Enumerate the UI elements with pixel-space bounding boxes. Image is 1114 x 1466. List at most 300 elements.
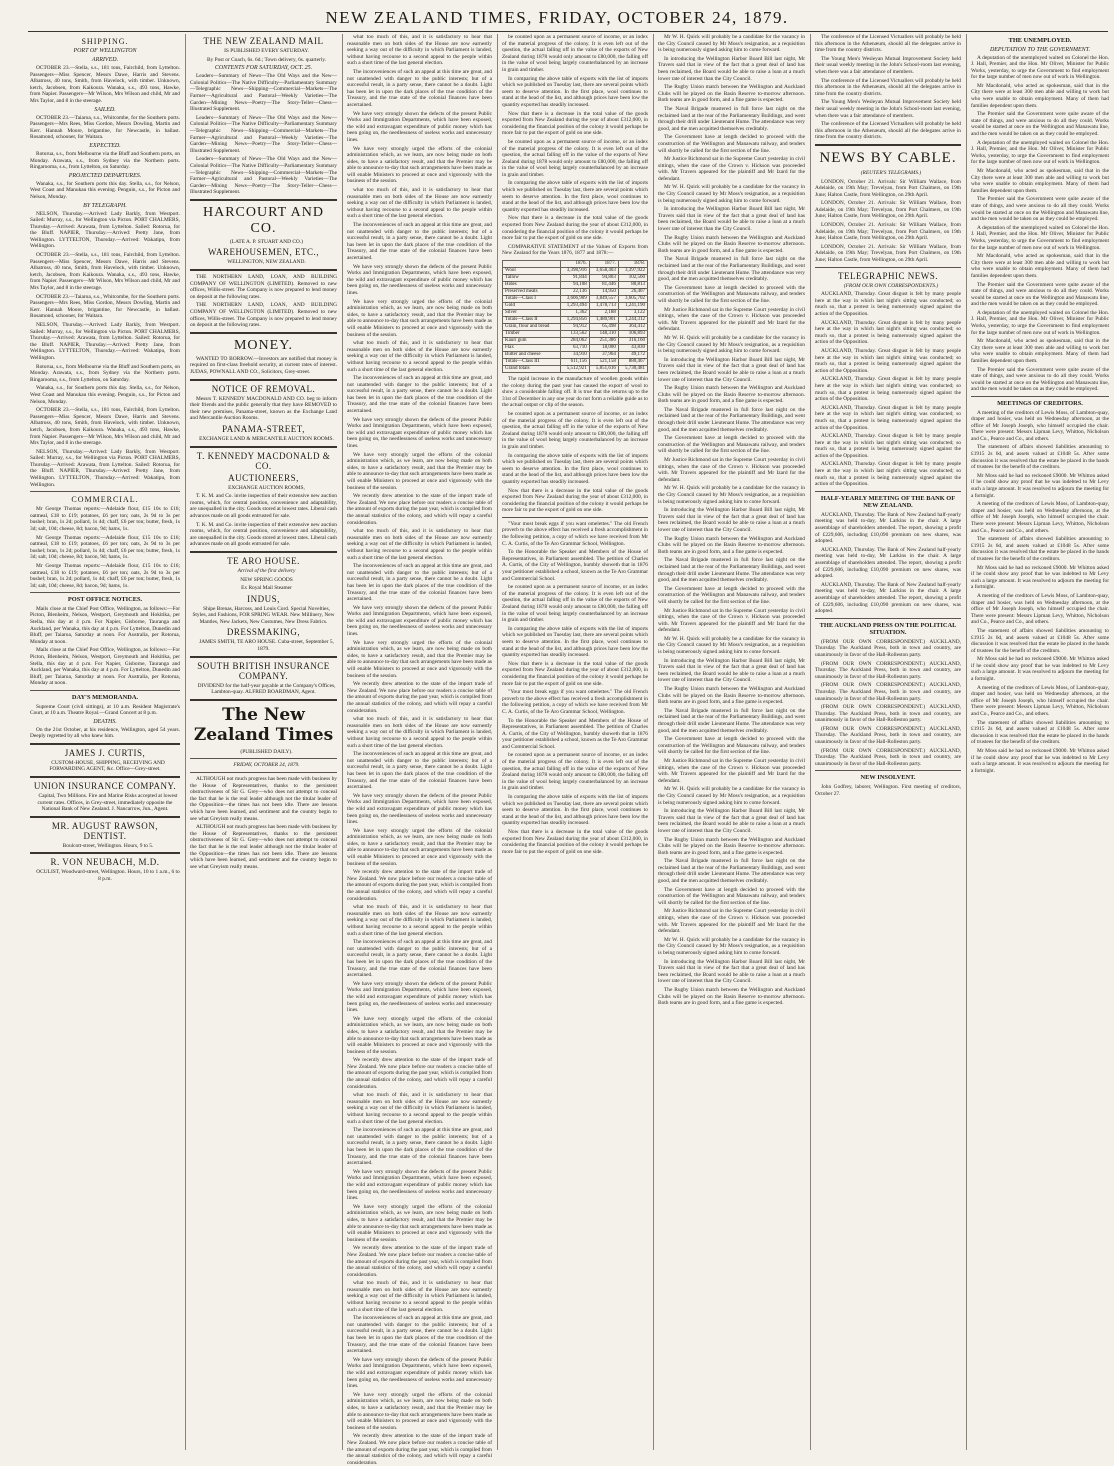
article-paragraph: what too much of this, and it is satisfactory to hear that reasonable men on both sides of the House are now earnestly seeking a way out of the difficulty in which Parliament is landed, without having recourse to a second appeal to the people within such a short time of the last general election. [347, 528, 492, 561]
projected-heading: PROJECTED DEPARTURES. [68, 172, 142, 179]
news-paragraph: Mr W. H. Quick will probably be a candidate for the vacancy in the City Council caused by Mr Moss's resignation, as a requisition is being numerously signed asking him to come forward. [658, 786, 805, 806]
harcourt-ad-sub: (LATE A. P. STUART AND CO.) [230, 238, 303, 245]
article-paragraph: We have very strongly urged the efforts of the colonial administration which, as we learn, are now being made on both sides, to have a satisfactory result, and that the Premier may be able to announce to-day that such arrangements have been made as will enable Ministers to proceed at once and vigorously with the business of the session. [347, 1203, 492, 1243]
exports-row [503, 324, 648, 331]
projected-text: Wanaka, s.s., for Southern ports this day. Stella, s.s., for Nelson, West Coast and Manukau this evening. Penguin, s.s., for Picton and Nelson, Monday. [30, 180, 180, 200]
exports-cell: 316,160 [618, 338, 647, 345]
divider [815, 491, 961, 492]
contents-text: Leaders—Summary of News—The Old Ways and the New—Colonial Politics—The Native Difficulty—Parliamentary Summary—Telegraphic News—Shipping—Commercial—Markets—The Farmer—Agricultural and Pastoral—Weekly Varieties—The Garden—Mining News—Poetry—The Story-Teller—Chess—Illustrated Supplement. [190, 156, 337, 196]
press-text: (FROM OUR OWN CORRESPONDENT.) AUCKLAND, Thursday. The Auckland Press, both in town and country, are unanimously in favor of the Hall-Rolleston party. [815, 638, 961, 658]
news-paragraph: The Naval Brigade mustered in full force last night on the reclaimed land at the rear of the Parliamentary Buildings, and went through their drill under Lieutenant Hume. The attendance was very good, and the men acquitted themselves creditably. [658, 707, 805, 734]
press-text: (FROM OUR OWN CORRESPONDENT.) AUCKLAND, Thursday. The Auckland Press, both in town and country, are unanimously in favor of the Hall-Rolleston party. [815, 747, 961, 767]
unemployed-text: A deputation of the unemployed waited on Colonel the Hon. J. Hall, Premier, and the Hon. Mr Oliver, Minister for Public Works, yesterday, to urge the Government to find employment for the large number of men now out of work in Wellington. [971, 309, 1109, 336]
article-paragraph: The inconveniences of such an appeal at this time are great, and not unattended with danger to the public interests; but of a successful result, in a party sense, there cannot be a doubt. Light has been let in upon the dark places of the true condition of the Treasury, and the true state of the colonial finances have been ascertained. [347, 563, 492, 603]
divider [815, 144, 961, 146]
column-divider [342, 34, 343, 1450]
exports-table [502, 260, 648, 373]
auction-ad-role: AUCTIONEERS, [228, 472, 299, 483]
telegraph-heading: BY TELEGRAPH. [83, 202, 127, 209]
tearo-ad-dress: DRESSMAKING, [226, 627, 301, 638]
unemployed-text: A deputation of the unemployed waited on Colonel the Hon. J. Hall, Premier, and the Hon. Mr Oliver, Minister for Public Works, yesterday, to urge the Government to find employment for the large number of men now out of work in Wellington. [971, 139, 1109, 166]
exports-row [503, 310, 648, 317]
article-paragraph: We have very strongly shown the defects of the present Public Works and Immigration Departments, which have been exposed, the wild and extravagant expenditure of public money which has been going on, the needlessness of useless works and unnecessary lines. [347, 416, 492, 450]
telegraphic-heading: TELEGRAPHIC NEWS. [838, 270, 938, 281]
exports-cell: 43,830 [618, 345, 647, 352]
paper-title: The New Zealand Times [193, 704, 334, 745]
news-paragraph: The conference of the Licensed Victuallers will probably be held this afternoon in the Athenæum, should all the delegates arrive in time from the country districts. [815, 77, 961, 97]
article-paragraph: We recently drew attention to the state of the import trade of New Zealand. We now place before our readers a concise table of the amount of exports during the past year, which is compiled from the annual statistics of the colony, and which will repay a careful consideration. [347, 869, 492, 902]
masthead [0, 6, 1114, 30]
news-paragraph: The Naval Brigade mustered in full force last night on the reclaimed land at the rear of the Parliamentary Buildings, and went through their drill under Lieutenant Hume. The attendance was very good, and the men acquitted themselves creditably. [658, 256, 805, 283]
news-paragraph: Mr Justice Richmond sat in the Supreme Court yesterday in civil sittings, when the case of the Crown v. Hickson was proceeded with. Mr Travers appeared for the plaintiff and Mr Izard for the defendant. [658, 908, 805, 935]
exports-cell: 133,562 [560, 331, 589, 338]
commercial-text: Mr George Thomas reports:—Adelaide flour, £15 10s to £16; oatmeal, £18 to £19; potatoes, £6 per ton; oats, 2s 9d to 3s per bushel; bran, 1s 2d; pollard, 1s 4d; chaff, £6 per ton; butter, fresh, 1s 3d; salt, 10d; cheese, 8d; bacon, 9d; hams, 1s. [30, 506, 180, 533]
news-paragraph: Mr W. H. Quick will probably be a candidate for the vacancy in the City Council caused by Mr Moss's resignation, as a requisition is being numerously signed asking him to come forward. [658, 485, 805, 505]
divider [190, 699, 337, 701]
exports-cell: 880,467 [618, 359, 647, 366]
loan-ad-text: THE NORTHERN LAND, LOAN, AND BUILDING COMPANY OF WELLINGTON (LIMITED). Removed to new offices, Willis-street. The Company is now prepared to lend money on deposit at the following rates. [190, 274, 337, 300]
article-paragraph: In comparing the above table of exports with the list of imports which we published on Tuesday last, there are several points which seem to deserve attention. In the first place, wool continues to stand at the head of the list, and although prices have been low the quantity exported has steadily increased. [502, 625, 648, 659]
exports-cell: Tallow [503, 275, 561, 282]
exports-cell: 63,710 [560, 345, 589, 352]
divider [190, 332, 337, 334]
tearo-ad-ship: Ex Royal Mail Steamer [241, 585, 292, 592]
column-divider [653, 34, 654, 1450]
exports-cell: 18,000 [589, 345, 618, 352]
postoffice-text: Mails close at the Chief Post Office, Wellington, as follows:—For Picton, Blenheim, Nelson, Westport, Greymouth and Hokitika, per Stella, this day at 4 p.m. For Napier, Gisborne, Tauranga and Auckland, per Wanaka, this day at 4 p.m. For Lyttelton, Dunedin and Bluff, per Taiaroa, Saturday at noon. For Australia, per Rotorua, Monday at noon. [30, 605, 180, 645]
bank-meeting-text: AUCKLAND, Thursday. The Bank of New Zealand half-yearly meeting was held to-day, Mr Larkins in the chair. A large assemblage of shareholders attended. The report, showing a profit of £229,606, including £10,090 premium on new shares, was adopted. [815, 511, 961, 545]
article-paragraph: We have very strongly urged the efforts of the colonial administration which, as we learn, are now being made on both sides, to have a satisfactory result, and that the Premier may be able to announce to-day that such arrangements have been made as will enable Ministers to proceed at once and vigorously with the business of the session. [347, 451, 492, 491]
article-paragraph: "Your most break eggs if you want omelettes." The old French proverb to the above effect has received a fresh accomplishment in the following petition, a copy of which we have received from Mr C. A. Curtis, of the Te Aro Grammar School, Wellington. [502, 520, 648, 547]
exports-cell: Grain, flour and bread [503, 324, 561, 331]
telegraph-text: NELSON, Thursday.—Arrived: Lady Barkly, from Westport. Sailed: Murray, s.s., for Wellington via Picton. PORT CHALMERS, Thursday.—Arrived: Arawata, from Lyttelton. Sailed: Rotorua, for the Bluff. NAPIER, Thursday.—Arrived: Pretty Jane, from Wellington. LYTTELTON, Thursday.—Arrived: Wakatipu, from Wellington. [30, 210, 180, 250]
creditors-text: A meeting of the creditors of Lewis Moss, of Lambton-quay, draper and hosier, was held on Wednesday afternoon, at the office of Mr Joseph Joseph, who himself occupied the chair. There were present: Messrs Lipman Levy, Whitton, Nicholson and Co., Pearce and Co., and others. [971, 684, 1109, 718]
news-paragraph: The Government have at length decided to proceed with the construction of the Wellington and Manawatu railway, and tenders will shortly be called for the first section of the line. [658, 284, 805, 304]
news-paragraph: Mr Justice Richmond sat in the Supreme Court yesterday in civil sittings, when the case of the Crown v. Hickson was proceeded with. Mr Travers appeared for the plaintiff and Mr Izard for the defendant. [658, 306, 805, 333]
exports-cell: 251,386 [589, 338, 618, 345]
news-paragraph: Mr Justice Richmond sat in the Supreme Court yesterday in civil sittings, when the case of the Crown v. Hickson was proceeded with. Mr Travers appeared for the plaintiff and Mr Izard for the defendant. [658, 457, 805, 483]
column-divider [185, 34, 186, 1450]
divider [30, 592, 180, 593]
sailed-heading: SAILED. [94, 106, 116, 113]
exports-cell: Kauri gum [503, 338, 561, 345]
postoffice-heading: POST OFFICE NOTICES. [67, 596, 143, 604]
creditors-text: The statement of affairs showed liabilities amounting to £1915 2s 6d, and assets valued at £1048 5s. After some discussion it was resolved that the estate be placed in the hands of trustees for the benefit of the creditors. [971, 719, 1109, 746]
auction-ad-text: T. K. M. and Co. invite inspection of their extensive new auction rooms, which, for central position, convenience and adaptability, are unequalled in the city. Goods stored at lowest rates. Liberal cash advances made on all goods entrusted for sale. [190, 521, 337, 548]
bank-meeting-text: AUCKLAND, Thursday. The Bank of New Zealand half-yearly meeting was held to-day, Mr Larkins in the chair. A large assemblage of shareholders attended. The report, showing a profit of £229,606, including £10,090 premium on new shares, was adopted. [815, 581, 961, 615]
tearo-ad-indus: INDUS, [247, 593, 280, 604]
doctor-ad-text: OCULIST, Woodward-street, Wellington. Hours, 10 to 1 a.m., 6 to 8 p.m. [36, 869, 180, 883]
article-paragraph: We have very strongly shown the defects of the present Public Works and Immigration Departments, which have been exposed, the wild and extravagant expenditure of public money which has been going on, the needlessness of useless works and unnecessary lines. [347, 792, 492, 826]
article-paragraph: Now that there is a decrease in the total value of the goods exported from New Zealand during the year of about £312,000, in considering the financial position of the colony it would perhaps be more fair to put the export of gold on one side. [502, 215, 648, 242]
telegraphic-subheading: (FROM OUR OWN CORRESPONDENTS.) [843, 282, 939, 289]
telegraph-text: Wanaka, s.s., for Southern ports this day. Stella, s.s., for Nelson, West Coast and Manukau this evening. Penguin, s.s., for Picton and Nelson, Monday. [30, 385, 180, 405]
removal-ad-rooms: EXCHANGE LAND & MERCANTILE AUCTION ROOMS. [199, 435, 334, 442]
cable-text: LONDON, October 21. Arrivals: Sir William Wallace, from Adelaide, on 19th May; Trevelyan, from Port Chalmers, on 19th June; Halton Castle, from Wellington, on 29th April. [815, 200, 961, 220]
telegraphic-text: AUCKLAND, Thursday. Great disgust is felt by many people here at the way in which last night's sitting was conducted; so much so, that a protest is being numerously signed against the action of the Opposition. [815, 404, 961, 431]
unemployed-text: Mr Macdonald, who acted as spokesman, said that in the City there were at least 300 men able and willing to work but who were unable to obtain employment. Many of them had families dependent upon them. [971, 253, 1109, 279]
exports-cell: 3,122 [618, 310, 647, 317]
creditors-text: The statement of affairs showed liabilities amounting to £1915 2s 6d, and assets valued at £1048 5s. After some discussion it was resolved that the estate be placed in the hands of trustees for the benefit of the creditors. [971, 627, 1109, 654]
creditors-text: Mr Moss said he had no reckoned £9000. Mr Whitton asked if he could show any proof that he was indebted to Mr Levy such a large amount. It was resolved to adjourn the meeting for a fortnight. [971, 656, 1109, 683]
news-paragraph: The Rugby Union match between the Wellington and Auckland Clubs will be played on the Basin Reserve to-morrow afternoon. Both teams are in good form, and a fine game is expected. [658, 836, 805, 856]
exports-cell: 94,108 [560, 282, 589, 289]
masthead-rule [28, 31, 1108, 32]
column-4 [502, 34, 648, 1450]
article-paragraph: We recently drew attention to the state of the import trade of New Zealand. We now place before our readers a concise table of the amount of exports during the past year, which is compiled from the annual statistics of the colony, and which will repay a careful consideration. [347, 681, 492, 714]
exports-cell: 611,156 [560, 359, 589, 366]
exports-cell: 2,188 [589, 310, 618, 317]
leader-text: ALTHOUGH not much progress has been made with business by the House of Representatives, thanks to the persistent obstructiveness of Sir G. Grey—who does not attempt to conceal the fact that he is the real leader although not the titular leader of the Opposition—the times has not been idle. There are lessons which have been learned, and sentiment and the country begin to see what Greyism really means. [190, 776, 337, 822]
article-paragraph: We have very strongly shown the defects of the present Public Works and Immigration Departments, which have been exposed, the wild and extravagant expenditure of public money which has been going on, the needlessness of useless works and unnecessary lines. [347, 263, 492, 296]
exports-cell: 49,172 [618, 352, 647, 359]
unemployed-text: The Premier said the Government were quite aware of the state of things, and were anxious to do all they could. Works would be started at once on the Wellington and Manawatu line, and the men would be taken on as they could be employed. [971, 111, 1109, 138]
article-paragraph: We recently drew attention to the state of the import trade of New Zealand. We now place before our readers a concise table of the amount of exports during the past year, which is compiled from the annual statistics of the colony, and which will repay a careful consideration. [347, 1057, 492, 1090]
doctor-ad-name: R. VON NEUBACH, M.D. [50, 857, 160, 868]
article-paragraph: "Your most break eggs if you want omelettes." The old French proverb to the above effect has received a fresh accomplishment in the following petition, a copy of which we have received from Mr C. A. Curtis, of the Te Aro Grammar School, Wellington. [502, 689, 648, 715]
exports-row [503, 359, 648, 366]
harcourt-ad-addr: WELLINGTON, NEW ZEALAND. [227, 259, 306, 266]
article-paragraph: We recently drew attention to the state of the import trade of New Zealand. We now place before our readers a concise table of the amount of exports during the past year, which is compiled from the annual statistics of the colony, and which will repay a careful consideration. [347, 493, 492, 526]
exports-row [503, 345, 648, 352]
exports-header-cell: 1878. [618, 261, 647, 268]
news-paragraph: Mr W. H. Quick will probably be a candidate for the vacancy in the City Council caused by Mr Moss's resignation, as a requisition is being numerously signed asking him to come forward. [658, 936, 805, 956]
arrived-text: OCTOBER 23.—Stella, s.s., 181 tons, Fairchild, from Lyttelton. Passengers—Miss Spencer, Messrs Dawe, Harris and Stevens. Albatross, 40 tons, Smith, from Havelock, with timber. Unknown, ketch, Jacobsen, from Kaikoura. Wanaka, s.s., 493 tons, Hawke, from Napier. Passengers—Mr Wilson, Mrs Wilson and child, Mr and Mrs Taylor, and 8 in the steerage. [30, 65, 180, 104]
article-paragraph: The inconveniences of such an appeal at this time are great, and not unattended with danger to the public interests; but of a successful result, in a party sense, there cannot be a doubt. Light has been let in upon the dark places of the true condition of the Treasury, and the true state of the colonial finances have been ascertained. [347, 751, 492, 791]
article-paragraph: We have very strongly shown the defects of the present Public Works and Immigration Departments, which have been exposed, the wild and extravagant expenditure of public money which has been going on, the needlessness of useless works and unnecessary lines. [347, 604, 492, 638]
divider [190, 446, 337, 448]
news-paragraph: In introducing the Wellington Harbor Board Bill last night, Mr Travers said that in view of the fact that a great deal of land has been reclaimed, the Board would be able to raise a loan at a much lower rate of interest than the City Council. [658, 657, 805, 684]
bank-meeting-heading: HALF-YEARLY MEETING OF THE BANK OF NEW ZEALAND. [820, 494, 956, 510]
divider [190, 269, 337, 271]
article-paragraph: We have very strongly urged the efforts of the colonial administration which, as we learn, are now being made on both sides, to have a satisfactory result, and that the Premier may be able to announce to-day that such arrangements have been made as will enable Ministers to proceed at once and vigorously with the business of the session. [347, 145, 492, 185]
creditors-text: The statement of affairs showed liabilities amounting to £1915 2s 6d, and assets valued at £1048 5s. After some discussion it was resolved that the estate be placed in the hands of trustees for the benefit of the creditors. [971, 536, 1109, 562]
article-paragraph: In comparing the above table of exports with the list of imports which we published on Tuesday last, there are several points which seem to deserve attention. In the first place, wool continues to stand at the head of the list, and although prices have been low the quantity exported has steadily increased. [502, 452, 648, 485]
expected-text: Rotorua, s.s., from Melbourne via the Bluff and Southern ports, on Monday. Arawata, s.s., from Sydney via the Northern ports. Ringarooma, s.s., from Lyttelton, on Saturday. [30, 150, 180, 171]
article-paragraph: To the Honorable the Speaker and Members of the House of Representatives, in Parliament assembled. The petition of Charles A. Curtis, of the City of Wellington, humbly showeth that in 1876 your petitioner established a school, known as the Te Aro Grammar and Commercial School. [502, 549, 648, 582]
removal-ad-title: NOTICE OF REMOVAL. [211, 383, 316, 394]
exports-table-body [503, 268, 648, 373]
expected-heading: EXPECTED. [89, 142, 121, 149]
shipping-heading: SHIPPING. [81, 37, 129, 46]
exports-row [503, 282, 648, 289]
dentist-ad-name: MR. AUGUST RAWSON, DENTIST. [51, 820, 159, 841]
tearo-ad-title: TE ARO HOUSE. [227, 555, 300, 566]
press-text: (FROM OUR OWN CORRESPONDENT.) AUCKLAND, Thursday. The Auckland Press, both in town and country, are unanimously in favor of the Hall-Rolleston party. [815, 725, 961, 746]
exports-cell: Gold [503, 303, 561, 310]
contents-text: Leaders—Summary of News—The Old Ways and the New—Colonial Politics—The Native Difficulty—Parliamentary Summary—Telegraphic News—Shipping—Commercial—Markets—The Farmer—Agricultural and Pastoral—Weekly Varieties—The Garden—Mining News—Poetry—The Story-Teller—Chess—Illustrated Supplement. [190, 114, 337, 154]
creditors-text: A meeting of the creditors of Lewis Moss, of Lambton-quay, draper and hosier, was held on Wednesday afternoon, at the office of Mr Joseph Joseph, who himself occupied the chair. There were present: Messrs Lipman Levy, Whitton, Nicholson and Co., Pearce and Co., and others. [971, 409, 1109, 442]
cable-text: LONDON, October 21. Arrivals: Sir William Wallace, from Adelaide, on 19th May; Trevelyan, from Port Chalmers, on 19th June; Halton Castle, from Wellington, on 29th April. [815, 243, 961, 264]
creditors-text: The statement of affairs showed liabilities amounting to £1915 2s 6d, and assets valued at £1048 5s. After some discussion it was resolved that the estate be placed in the hands of trustees for the benefit of the creditors. [971, 444, 1109, 471]
divider [30, 816, 180, 818]
memoranda-text: Supreme Court (civil sittings), at 10 a.m. Resident Magistrate's Court, at 10 a.m. Theatre Royal.—Grand Concert at 8 p.m. [30, 703, 180, 717]
cable-text: LONDON, October 21. Arrivals: Sir William Wallace, from Adelaide, on 19th May; Trevelyan, from Port Chalmers, on 19th June; Halton Castle, from Wellington, on 29th April. [815, 222, 961, 242]
exports-cell: 14,950 [589, 289, 618, 296]
news-paragraph: The Government have at length decided to proceed with the construction of the Wellington and Manawatu railway, and tenders will shortly be called for the first section of the line. [658, 736, 805, 756]
exports-cell: 22,136 [560, 289, 589, 296]
news-paragraph: In introducing the Wellington Harbor Board Bill last night, Mr Travers said that in view of the fact that a great deal of land has been reclaimed, the Board would be able to raise a loan at a much lower rate of interest than the City Council. [658, 507, 805, 533]
article-paragraph: We have very strongly urged the efforts of the colonial administration which, as we learn, are now being made on both sides, to have a satisfactory result, and that the Premier may be able to announce to-day that such arrangements have been made as will enable Ministers to proceed at once and vigorously with the business of the session. [347, 298, 492, 338]
article-paragraph: be counted upon as a permanent source of income, or an index of the material progress of the colony. It is even left out of the question, the actual falling off in the value of the exports of New Zealand during 1878 would only amount to £80,000, the falling off in the value of wool being largely counterbalanced by an increase in grain and timber. [502, 752, 648, 792]
news-paragraph: The conference of the Licensed Victuallers will probably be held this afternoon in the Athenæum, should all the delegates arrive in time from the country districts. [815, 121, 961, 141]
unemployed-text: Mr Macdonald, who acted as spokesman, said that in the City there were at least 300 men able and willing to work but who were unable to obtain employment. Many of them had families dependent upon them. [971, 82, 1109, 109]
news-paragraph: The Government have at length decided to proceed with the construction of the Wellington and Manawatu railway, and tenders will shortly be called for the first section of the line. [658, 435, 805, 455]
divider [190, 199, 337, 201]
exports-header-cell: 1876. [560, 261, 589, 268]
news-paragraph: The Rugby Union match between the Wellington and Auckland Clubs will be played on the Basin Reserve to-morrow afternoon. Both teams are in good form, and a fine game is expected. [658, 986, 805, 1007]
news-paragraph: Mr Justice Richmond sat in the Supreme Court yesterday in civil sittings, when the case of the Crown v. Hickson was proceeded with. Mr Travers appeared for the plaintiff and Mr Izard for the defendant. [658, 607, 805, 634]
column-divider [497, 34, 498, 1450]
creditors-text: A meeting of the creditors of Lewis Moss, of Lambton-quay, draper and hosier, was held on Wednesday afternoon, at the office of Mr Joseph Joseph, who himself occupied the chair. There were present: Messrs Lipman Levy, Whitton, Nicholson and Co., Pearce and Co., and others. [971, 592, 1109, 626]
divider [190, 772, 337, 773]
exports-row [503, 268, 648, 275]
divider [30, 491, 180, 492]
creditors-text: A meeting of the creditors of Lewis Moss, of Lambton-quay, draper and hosier, was held on Wednesday afternoon, at the office of Mr Joseph Joseph, who himself occupied the chair. There were present: Messrs Lipman Levy, Whitton, Nicholson and Co., Pearce and Co., and others. [971, 501, 1109, 534]
divider [190, 551, 337, 553]
article-paragraph: be counted upon as a permanent source of income, or an index of the material progress of the colony. It is even left out of the question, the actual falling off in the value of the exports of New Zealand during 1878 would only amount to £80,000, the falling off in the value of wool being largely counterbalanced by an increase in grain and timber. [502, 138, 648, 178]
exports-cell: 80,813 [618, 282, 647, 289]
press-text: (FROM OUR OWN CORRESPONDENT.) AUCKLAND, Thursday. The Auckland Press, both in town and country, are unanimously in favor of the Hall-Rolleston party. [815, 704, 961, 724]
exports-header-cell [503, 261, 561, 268]
harcourt-ad-name: HARCOURT AND CO. [203, 204, 324, 236]
loan-ad-text: THE NORTHERN LAND, LOAN, AND BUILDING COMPANY OF WELLINGTON (LIMITED). Removed to new offices, Willis-street. The Company is now prepared to lend money on deposit at the following rates. [190, 302, 337, 329]
news-paragraph: Mr Justice Richmond sat in the Supreme Court yesterday in civil sittings, when the case of the Crown v. Hickson was proceeded with. Mr Travers appeared for the plaintiff and Mr Izard for the defendant. [658, 757, 805, 784]
tearo-ad-list: Shipe Brenas, Harcoss, and Louis Cord. Special Novelties, Styles, and Fashions, FOR SPRING WEAR. New Millinery, New Mantles, New Jackets, New Costumes, New Dress Fabrics. [192, 605, 335, 625]
commercial-text: Mr George Thomas reports:—Adelaide flour, £15 10s to £16; oatmeal, £18 to £19; potatoes, £6 per ton; oats, 2s 9d to 3s per bushel; bran, 1s 2d; pollard, 1s 4d; chaff, £6 per ton; butter, fresh, 1s 3d; salt, 10d; cheese, 8d; bacon, 9d; hams, 1s. [30, 563, 180, 589]
news-paragraph: In introducing the Wellington Harbor Board Bill last night, Mr Travers said that in view of the fact that a great deal of land has been reclaimed, the Board would be able to raise a loan at a much lower rate of interest than the City Council. [658, 356, 805, 383]
tearo-ad-arrival: Arrival of the first delivery [237, 567, 296, 574]
auction-ad-text: T. K. M. and Co. invite inspection of their extensive new auction rooms, which, for central position, convenience and adaptability, are unequalled in the city. Goods stored at lowest rates. Liberal cash advances made on all goods entrusted for sale. [190, 493, 337, 519]
news-paragraph: The Naval Brigade mustered in full force last night on the reclaimed land at the rear of the Parliamentary Buildings, and went through their drill under Lieutenant Hume. The attendance was very good, and the men acquitted themselves creditably. [658, 858, 805, 885]
exports-row [503, 289, 648, 296]
article-paragraph: be counted upon as a permanent source of income, or an index of the material progress of the colony. It is even left out of the question, the actual falling off in the value of the exports of New Zealand during 1878 would only amount to £80,000, the falling off in the value of wool being largely counterbalanced by an increase in grain and timber. [502, 410, 648, 450]
divider [190, 379, 337, 381]
exports-cell: 3,849,557 [589, 296, 618, 303]
exports-cell: Timber [503, 331, 561, 338]
unemployed-heading: THE UNEMPLOYED. [1008, 37, 1072, 44]
arrived-heading: ARRIVED. [91, 57, 119, 63]
exports-cell: 102,560 [618, 275, 647, 282]
news-paragraph: Mr W. H. Quick will probably be a candidate for the vacancy in the City Council caused by Mr Moss's resignation, as a requisition is being numerously signed asking him to come forward. [658, 184, 805, 204]
article-paragraph: In comparing the above table of exports with the list of imports which we published on Tuesday last, there are several points which seem to deserve attention. In the first place, wool continues to stand at the head of the list, and although prices have been low the quantity exported has steadily increased. [502, 75, 648, 108]
divider [30, 852, 180, 854]
divider [502, 517, 648, 518]
article-paragraph: In comparing the above table of exports with the list of imports which we published on Tuesday last, there are several points which seem to deserve attention. In the first place, wool continues to stand at the head of the list, and although prices have been low the quantity exported has steadily increased. [502, 794, 648, 827]
press-text: (FROM OUR OWN CORRESPONDENT.) AUCKLAND, Thursday. The Auckland Press, both in town and country, are unanimously in favor of the Hall-Rolleston party. [815, 660, 961, 680]
insolvent-heading: NEW INSOLVENT. [860, 774, 916, 782]
article-paragraph: Now that there is a decrease in the total value of the goods exported from New Zealand during the year of about £312,000, in considering the financial position of the colony it would perhaps be more fair to put the export of gold on one side. [502, 110, 648, 137]
divider [815, 618, 961, 619]
commercial-heading: COMMERCIAL. [71, 495, 139, 505]
article-paragraph: We have very strongly shown the defects of the present Public Works and Immigration Departments, which have been exposed, the wild and extravagant expenditure of public money which has been going on, the needlessness of useless works and unnecessary lines. [347, 1168, 492, 1202]
article-paragraph: The inconveniences of such an appeal at this time are great, and not unattended with danger to the public interests; but of a successful result, in a party sense, there cannot be a doubt. Light has been let in upon the dark places of the true condition of the Treasury, and the true state of the colonial finances have been ascertained. [347, 222, 492, 261]
exports-cell: 1,244,312 [618, 317, 647, 324]
article-paragraph: what too much of this, and it is satisfactory to hear that reasonable men on both sides of the House are now earnestly seeking a way out of the difficulty in which Parliament is landed, without having recourse to a second appeal to the people within such a short time of the last general election. [347, 1280, 492, 1313]
exports-cell: 3,397,922 [618, 268, 647, 275]
news-paragraph: The Naval Brigade mustered in full force last night on the reclaimed land at the rear of the Parliamentary Buildings, and went through their drill under Lieutenant Hume. The attendance was very good, and the men acquitted themselves creditably. [658, 105, 805, 132]
divider [815, 770, 961, 771]
exports-cell: 106,893 [618, 331, 647, 338]
postoffice-text: Mails close at the Chief Post Office, Wellington, as follows:—For Picton, Blenheim, Nelson, Westport, Greymouth and Hokitika, per Stella, this day at 4 p.m. For Napier, Gisborne, Tauranga and Auckland, per Wanaka, this day at 4 p.m. For Lyttelton, Dunedin and Bluff, per Taiaroa, Saturday at noon. For Australia, per Rotorua, Monday at noon. [30, 647, 180, 687]
exports-cell: Totals—Class III [503, 359, 561, 366]
creditors-text: Mr Moss said he had no reckoned £9000. Mr Whitton asked if he could show any proof that he was indebted to Mr Levy such a large amount. It was resolved to adjourn the meeting for a fortnight. [971, 564, 1109, 591]
article-paragraph: To the Honorable the Speaker and Members of the House of Representatives, in Parliament assembled. The petition of Charles A. Curtis, of the City of Wellington, humbly showeth that in 1876 your petitioner established a school, known as the Te Aro Grammar and Commercial School. [502, 717, 648, 750]
exports-caption: COMPARATIVE STATEMENT of the Values of Exports from New Zealand for the Years 1876, 1877 and 1878:— [502, 243, 648, 257]
press-text: (FROM OUR OWN CORRESPONDENT.) AUCKLAND, Thursday. The Auckland Press, both in town and country, are unanimously in favor of the Hall-Rolleston party. [815, 682, 961, 702]
article-paragraph: We have very strongly urged the efforts of the colonial administration which, as we learn, are now being made on both sides, to have a satisfactory result, and that the Premier may be able to announce to-day that such arrangements have been made as will enable Ministers to proceed at once and vigorously with the business of the session. [347, 1391, 492, 1431]
exports-row [503, 366, 648, 373]
column-7 [971, 34, 1109, 1450]
leader-text: ALTHOUGH not much progress has been made with business by the House of Representatives, thanks to the persistent obstructiveness of Sir G. Grey—who does not attempt to conceal the fact that he is the real leader although not the titular leader of the Opposition—the times has not been idle. There are lessons which have been learned, and sentiment and the country begin to see what Greyism really means. [190, 824, 337, 870]
exports-cell: 3,605,702 [618, 296, 647, 303]
exports-header-cell: 1877. [589, 261, 618, 268]
divider [971, 396, 1109, 397]
exports-cell: Flax [503, 345, 561, 352]
memoranda-heading: DAY'S MEMORANDA. [71, 694, 139, 701]
sbi-ad-title: SOUTH BRITISH INSURANCE COMPANY. [197, 660, 330, 681]
news-paragraph: The Naval Brigade mustered in full force last night on the reclaimed land at the rear of the Parliamentary Buildings, and went through their drill under Lieutenant Hume. The attendance was very good, and the men acquitted themselves creditably. [658, 406, 805, 433]
exports-cell: 1,480,901 [589, 317, 618, 324]
article-paragraph: We have very strongly shown the defects of the present Public Works and Immigration Departments, which have been exposed, the wild and extravagant expenditure of public money which has been going on, the needlessness of useless works and unnecessary lines. [347, 110, 492, 143]
exports-cell: 5,730,481 [618, 366, 647, 373]
unemployed-text: A deputation of the unemployed waited on Colonel the Hon. J. Hall, Premier, and the Hon. Mr Oliver, Minister for Public Works, yesterday, to urge the Government to find employment for the large number of men now out of work in Wellington. [971, 224, 1109, 251]
news-paragraph: The Government have at length decided to proceed with the construction of the Wellington and Manawatu railway, and tenders will shortly be called for the first section of the line. [658, 134, 805, 154]
exports-after-text: The rapid increase in the manufacture of woollen goods within the colony during the past year has caused the export of wool to show a considerable falling off. It is true that the returns up to the 31st of December in any one year do not form a reliable guide as to the actual output or clip of the season. [502, 376, 648, 409]
article-paragraph: We have very strongly shown the defects of the present Public Works and Immigration Departments, which have been exposed, the wild and extravagant expenditure of public money which has been going on, the needlessness of useless works and unnecessary lines. [347, 1356, 492, 1390]
curtis-ad-text: CUSTOM-HOUSE, SHIPPING, RECEIVING AND FORWARDING AGENT, &c. Office—Grey-street. [49, 759, 165, 773]
article-paragraph: The inconveniences of such an appeal at this time are great, and not unattended with danger to the public interests; but of a successful result, in a party sense, there cannot be a doubt. Light has been let in upon the dark places of the true condition of the Treasury, and the true state of the colonial finances have been ascertained. [347, 1127, 492, 1167]
exports-cell: 148,310 [589, 331, 618, 338]
exports-cell: Preserved meats [503, 289, 561, 296]
news-paragraph: In introducing the Wellington Harbor Board Bill last night, Mr Travers said that in view of the fact that a great deal of land has been reclaimed, the Board would be able to raise a loan at a much lower rate of interest than the City Council. [658, 206, 805, 233]
article-paragraph: We have very strongly urged the efforts of the colonial administration which, as we learn, are now being made on both sides, to have a satisfactory result, and that the Premier may be able to announce to-day that such arrangements have been made as will enable Ministers to proceed at once and vigorously with the business of the session. [347, 1015, 492, 1055]
union-ad-text: Capital, Two Millions. Fire and Marine Risks accepted at lowest current rates. Offices, in Grey-street, immediately opposite the National Bank of New Zealand. J. Nancarrow, Jun., Agent. [37, 793, 178, 813]
masthead-title: NEW ZEALAND TIMES, FRIDAY, OCTOBER 24, 1879. [325, 8, 789, 27]
exports-table-head [503, 261, 648, 268]
news-paragraph: In introducing the Wellington Harbor Board Bill last night, Mr Travers said that in view of the fact that a great deal of land has been reclaimed, the Board would be able to raise a loan at a much lower rate of interest than the City Council. [658, 808, 805, 834]
column-1 [30, 34, 180, 1450]
cable-subheading: (REUTER'S TELEGRAMS.) [860, 169, 922, 176]
divider [30, 743, 180, 745]
unemployed-text: Mr Macdonald, who acted as spokesman, said that in the City there were at least 300 men able and willing to work but who were unable to obtain employment. Many of them had families dependent upon them. [971, 168, 1109, 194]
auction-ad-name: T. KENNEDY MACDONALD & CO. [196, 450, 331, 471]
news-paragraph: In introducing the Wellington Harbor Board Bill last night, Mr Travers said that in view of the fact that a great deal of land has been reclaimed, the Board would be able to raise a loan at a much lower rate of interest than the City Council. [658, 958, 805, 985]
telegraph-text: OCTOBER 23.—Stella, s.s., 181 tons, Fairchild, from Lyttelton. Passengers—Miss Spencer, Messrs Dawe, Harris and Stevens. Albatross, 40 tons, Smith, from Havelock, with timber. Unknown, ketch, Jacobsen, from Kaikoura. Wanaka, s.s., 493 tons, Hawke, from Napier. Passengers—Mr Wilson, Mrs Wilson and child, Mr and Mrs Taylor, and 8 in the steerage. [30, 407, 180, 447]
exports-cell: 94,912 [560, 324, 589, 331]
article-paragraph: The inconveniences of such an appeal at this time are great, and not unattended with danger to the public interests; but of a successful result, in a party sense, there cannot be a doubt. Light has been let in upon the dark places of the true condition of the Treasury, and the true state of the colonial finances have been ascertained. [347, 1315, 492, 1355]
telegraphic-text: AUCKLAND, Thursday. Great disgust is felt by many people here at the way in which last night's sitting was conducted; so much so, that a protest is being numerously signed against the action of the Opposition. [815, 461, 961, 488]
exports-cell: 26,407 [618, 289, 647, 296]
sailed-text: OCTOBER 23.—Taiaroa, s.s., Whitcombe, for the Southern ports. Passengers—Mrs Rees, Miss Gordon, Messrs Dowling, Martin and Kerr. Hannah Moore, brigantine, for Newcastle, in ballast. Rosamond, schooner, for Waitara. [30, 114, 180, 141]
exports-cell: 65,498 [589, 324, 618, 331]
news-paragraph: The Young Men's Wesleyan Mutual Improvement Society held their usual weekly meeting in the John's School-room last evening, when there was a fair attendance of members. [815, 55, 961, 75]
exports-cell: 1,478,713 [589, 303, 618, 310]
column-2 [190, 34, 337, 1450]
divider [30, 690, 180, 691]
exports-cell: 1,362 [560, 310, 589, 317]
article-paragraph: In comparing the above table of exports with the list of imports which we published on Tuesday last, there are several points which seem to deserve attention. In the first place, wool continues to stand at the head of the list, and although prices have been low the quantity exported has steadily increased. [502, 180, 648, 213]
telegraphic-text: AUCKLAND, Thursday. Great disgust is felt by many people here at the way in which last night's sitting was conducted; so much so, that a protest is being numerously signed against the action of the Opposition. [815, 433, 961, 459]
tearo-ad-goods: NEW SPRING GOODS [240, 576, 293, 583]
telegraphic-text: AUCKLAND, Thursday. Great disgust is felt by many people here at the way in which last night's sitting was conducted; so much so, that a protest is being numerously signed against the action of the Opposition. [815, 376, 961, 403]
article-paragraph: what too much of this, and it is satisfactory to hear that reasonable men on both sides of the House are now earnestly seeking a way out of the difficulty in which Parliament is landed, without having recourse to a second appeal to the people within such a short time of the last general election. [347, 187, 492, 220]
column-6 [815, 34, 961, 1450]
article-paragraph: be counted upon as a permanent source of income, or an index of the material progress of the colony. It is even left out of the question, the actual falling off in the value of the exports of New Zealand during 1878 would only amount to £80,000, the falling off in the value of wool being largely counterbalanced by an increase in grain and timber. [502, 584, 648, 624]
press-heading: THE AUCKLAND PRESS ON THE POLITICAL SITUATION. [819, 621, 957, 637]
exports-cell: 1,294,856 [560, 317, 589, 324]
article-paragraph: what too much of this, and it is satisfactory to hear that reasonable men on both sides of the House are now earnestly seeking a way out of the difficulty in which Parliament is landed, without having recourse to a second appeal to the people within such a short time of the last general election. [347, 340, 492, 373]
exports-cell: 5,512,921 [560, 366, 589, 373]
unemployed-text: A deputation of the unemployed waited on Colonel the Hon. J. Hall, Premier, and the Hon. Mr Oliver, Minister for Public Works, yesterday, to urge the Government to find employment for the large number of men now out of work in Wellington. [971, 54, 1109, 81]
exports-cell: 284,062 [560, 338, 589, 345]
exports-cell: 3,606,909 [560, 296, 589, 303]
exports-cell: 91,844 [560, 275, 589, 282]
telegraphic-text: AUCKLAND, Thursday. Great disgust is felt by many people here at the way in which last night's sitting was conducted; so much so, that a protest is being numerously signed against the action of the Opposition. [815, 347, 961, 374]
unemployed-text: The Premier said the Government were quite aware of the state of things, and were anxious to do all they could. Works would be started at once on the Wellington and Manawatu line, and the men would be taken on as they could be employed. [971, 281, 1109, 308]
telegraphic-text: AUCKLAND, Thursday. Great disgust is felt by many people here at the way in which last night's sitting was conducted; so much so, that a protest is being numerously signed against the action of the Opposition. [815, 291, 961, 317]
contents-heading: CONTENTS FOR SATURDAY, OCT. 25. [214, 65, 313, 72]
divider [190, 758, 337, 759]
exports-row [503, 331, 648, 338]
news-paragraph: The Rugby Union match between the Wellington and Auckland Clubs will be played on the Basin Reserve to-morrow afternoon. Both teams are in good form, and a fine game is expected. [658, 686, 805, 706]
news-paragraph: In introducing the Wellington Harbor Board Bill last night, Mr Travers said that in view of the fact that a great deal of land has been reclaimed, the Board would be able to raise a loan at a much lower rate of interest than the City Council. [658, 55, 805, 82]
news-paragraph: Mr W. H. Quick will probably be a candidate for the vacancy in the City Council caused by Mr Moss's resignation, as a requisition is being numerously signed asking him to come forward. [658, 34, 805, 54]
exports-cell: 1,241,190 [618, 303, 647, 310]
news-paragraph: The Rugby Union match between the Wellington and Auckland Clubs will be played on the Basin Reserve to-morrow afternoon. Both teams are in good form, and a fine game is expected. [658, 84, 805, 104]
creditors-heading: MEETINGS OF CREDITORS. [997, 400, 1083, 407]
money-ad-text: WANTED TO BORROW.—Investors are notified that money is required on first-class freehold security, at current rates of interest. JUDAS, POWNALL AND CO., Solicitors, Grey-street. [190, 355, 337, 375]
harcourt-ad-ware: WAREHOUSEMEN, ETC., [208, 247, 319, 258]
exports-row [503, 317, 648, 324]
deaths-heading: DEATHS. [93, 718, 117, 725]
removal-ad-text: Messrs T. KENNEDY MACDONALD AND CO. beg to inform their friends and the public generally that they have REMOVED to their new premises, Panama-street, known as the Exchange Land and Mercantile Auction Rooms. [190, 395, 337, 422]
cable-text: LONDON, October 21. Arrivals: Sir William Wallace, from Adelaide, on 19th May; Trevelyan, from Port Chalmers, on 19th June; Halton Castle, from Wellington, on 29th April. [815, 178, 961, 198]
article-paragraph: what too much of this, and it is satisfactory to hear that reasonable men on both sides of the House are now earnestly seeking a way out of the difficulty in which Parliament is landed, without having recourse to a second appeal to the people within such a short time of the last general election. [347, 716, 492, 749]
unemployed-text: Mr Macdonald, who acted as spokesman, said that in the City there were at least 300 men able and willing to work but who were unable to obtain employment. Many of them had families dependent upon them. [971, 338, 1109, 365]
exports-cell: 521,158 [589, 359, 618, 366]
creditors-text: Mr Moss said he had no reckoned £9000. Mr Whitton asked if he could show any proof that he was indebted to Mr Levy such a large amount. It was resolved to adjourn the meeting for a fortnight. [971, 472, 1109, 499]
article-paragraph: We have very strongly urged the efforts of the colonial administration which, as we learn, are now being made on both sides, to have a satisfactory result, and that the Premier may be able to announce to-day that such arrangements have been made as will enable Ministers to proceed at once and vigorously with the business of the session. [347, 827, 492, 867]
article-paragraph: Now that there is a decrease in the total value of the goods exported from New Zealand during the year of about £312,000, in considering the financial position of the colony it would perhaps be more fair to put the export of gold on one side. [502, 660, 648, 687]
exports-cell: Wool [503, 268, 561, 275]
exports-cell: 34,910 [560, 352, 589, 359]
exports-row [503, 338, 648, 345]
telegraph-text: NELSON, Thursday.—Arrived: Lady Barkly, from Westport. Sailed: Murray, s.s., for Wellington via Picton. PORT CHALMERS, Thursday.—Arrived: Arawata, from Lyttelton. Sailed: Rotorua, for the Bluff. NAPIER, Thursday.—Arrived: Pretty Jane, from Wellington. LYTTELTON, Thursday.—Arrived: Wakatipu, from Wellington. [30, 322, 180, 361]
divider [815, 267, 961, 268]
divider [30, 776, 180, 778]
exports-cell: 364,412 [618, 324, 647, 331]
contents-text: Leaders—Summary of News—The Old Ways and the New—Colonial Politics—The Native Difficulty—Parliamentary Summary—Telegraphic News—Shipping—Commercial—Markets—The Farmer—Agricultural and Pastoral—Weekly Varieties—The Garden—Mining News—Poetry—The Story-Teller—Chess—Illustrated Supplement. [190, 73, 337, 113]
union-ad-name: UNION INSURANCE COMPANY. [33, 781, 177, 792]
exports-cell: 1,293,494 [560, 303, 589, 310]
exports-cell: Totals—Class I [503, 296, 561, 303]
article-paragraph: what too much of this, and it is satisfactory to hear that reasonable men on both sides of the House are now earnestly seeking a way out of the difficulty in which Parliament is landed, without having recourse to a second appeal to the people within such a short time of the last general election. [347, 1092, 492, 1125]
paper-date: FRIDAY, OCTOBER 24, 1879. [233, 762, 300, 769]
port-heading: PORT OF WELLINGTON [73, 48, 137, 54]
telegraph-text: OCTOBER 23.—Stella, s.s., 181 tons, Fairchild, from Lyttelton. Passengers—Miss Spencer, Messrs Dawe, Harris and Stevens. Albatross, 40 tons, Smith, from Havelock, with timber. Unknown, ketch, Jacobsen, from Kaikoura. Wanaka, s.s., 493 tons, Hawke, from Napier. Passengers—Mr Wilson, Mrs Wilson and child, Mr and Mrs Taylor, and 8 in the steerage. [30, 252, 180, 292]
exports-cell: Butter and cheese [503, 352, 561, 359]
dentist-ad-text: Boulcott-street, Wellington. Hours, 9 to 5. [62, 842, 154, 849]
exports-cell: 81,446 [589, 282, 618, 289]
column-divider [966, 34, 967, 1450]
news-paragraph: Mr W. H. Quick will probably be a candidate for the vacancy in the City Council caused by Mr Moss's resignation, as a requisition is being numerously signed asking him to come forward. [658, 635, 805, 656]
news-paragraph: Mr Justice Richmond sat in the Supreme Court yesterday in civil sittings, when the case of the Crown v. Hickson was proceeded with. Mr Travers appeared for the plaintiff and Mr Izard for the defendant. [658, 156, 805, 182]
exports-cell: 94,803 [589, 275, 618, 282]
creditors-text: Mr Moss said he had no reckoned £9000. Mr Whitton asked if he could show any proof that he was indebted to Mr Levy such a large amount. It was resolved to adjourn the meeting for a fortnight. [971, 748, 1109, 774]
unemployed-subheading: DEPUTATION TO THE GOVERNMENT. [989, 46, 1091, 53]
exports-row [503, 352, 648, 359]
